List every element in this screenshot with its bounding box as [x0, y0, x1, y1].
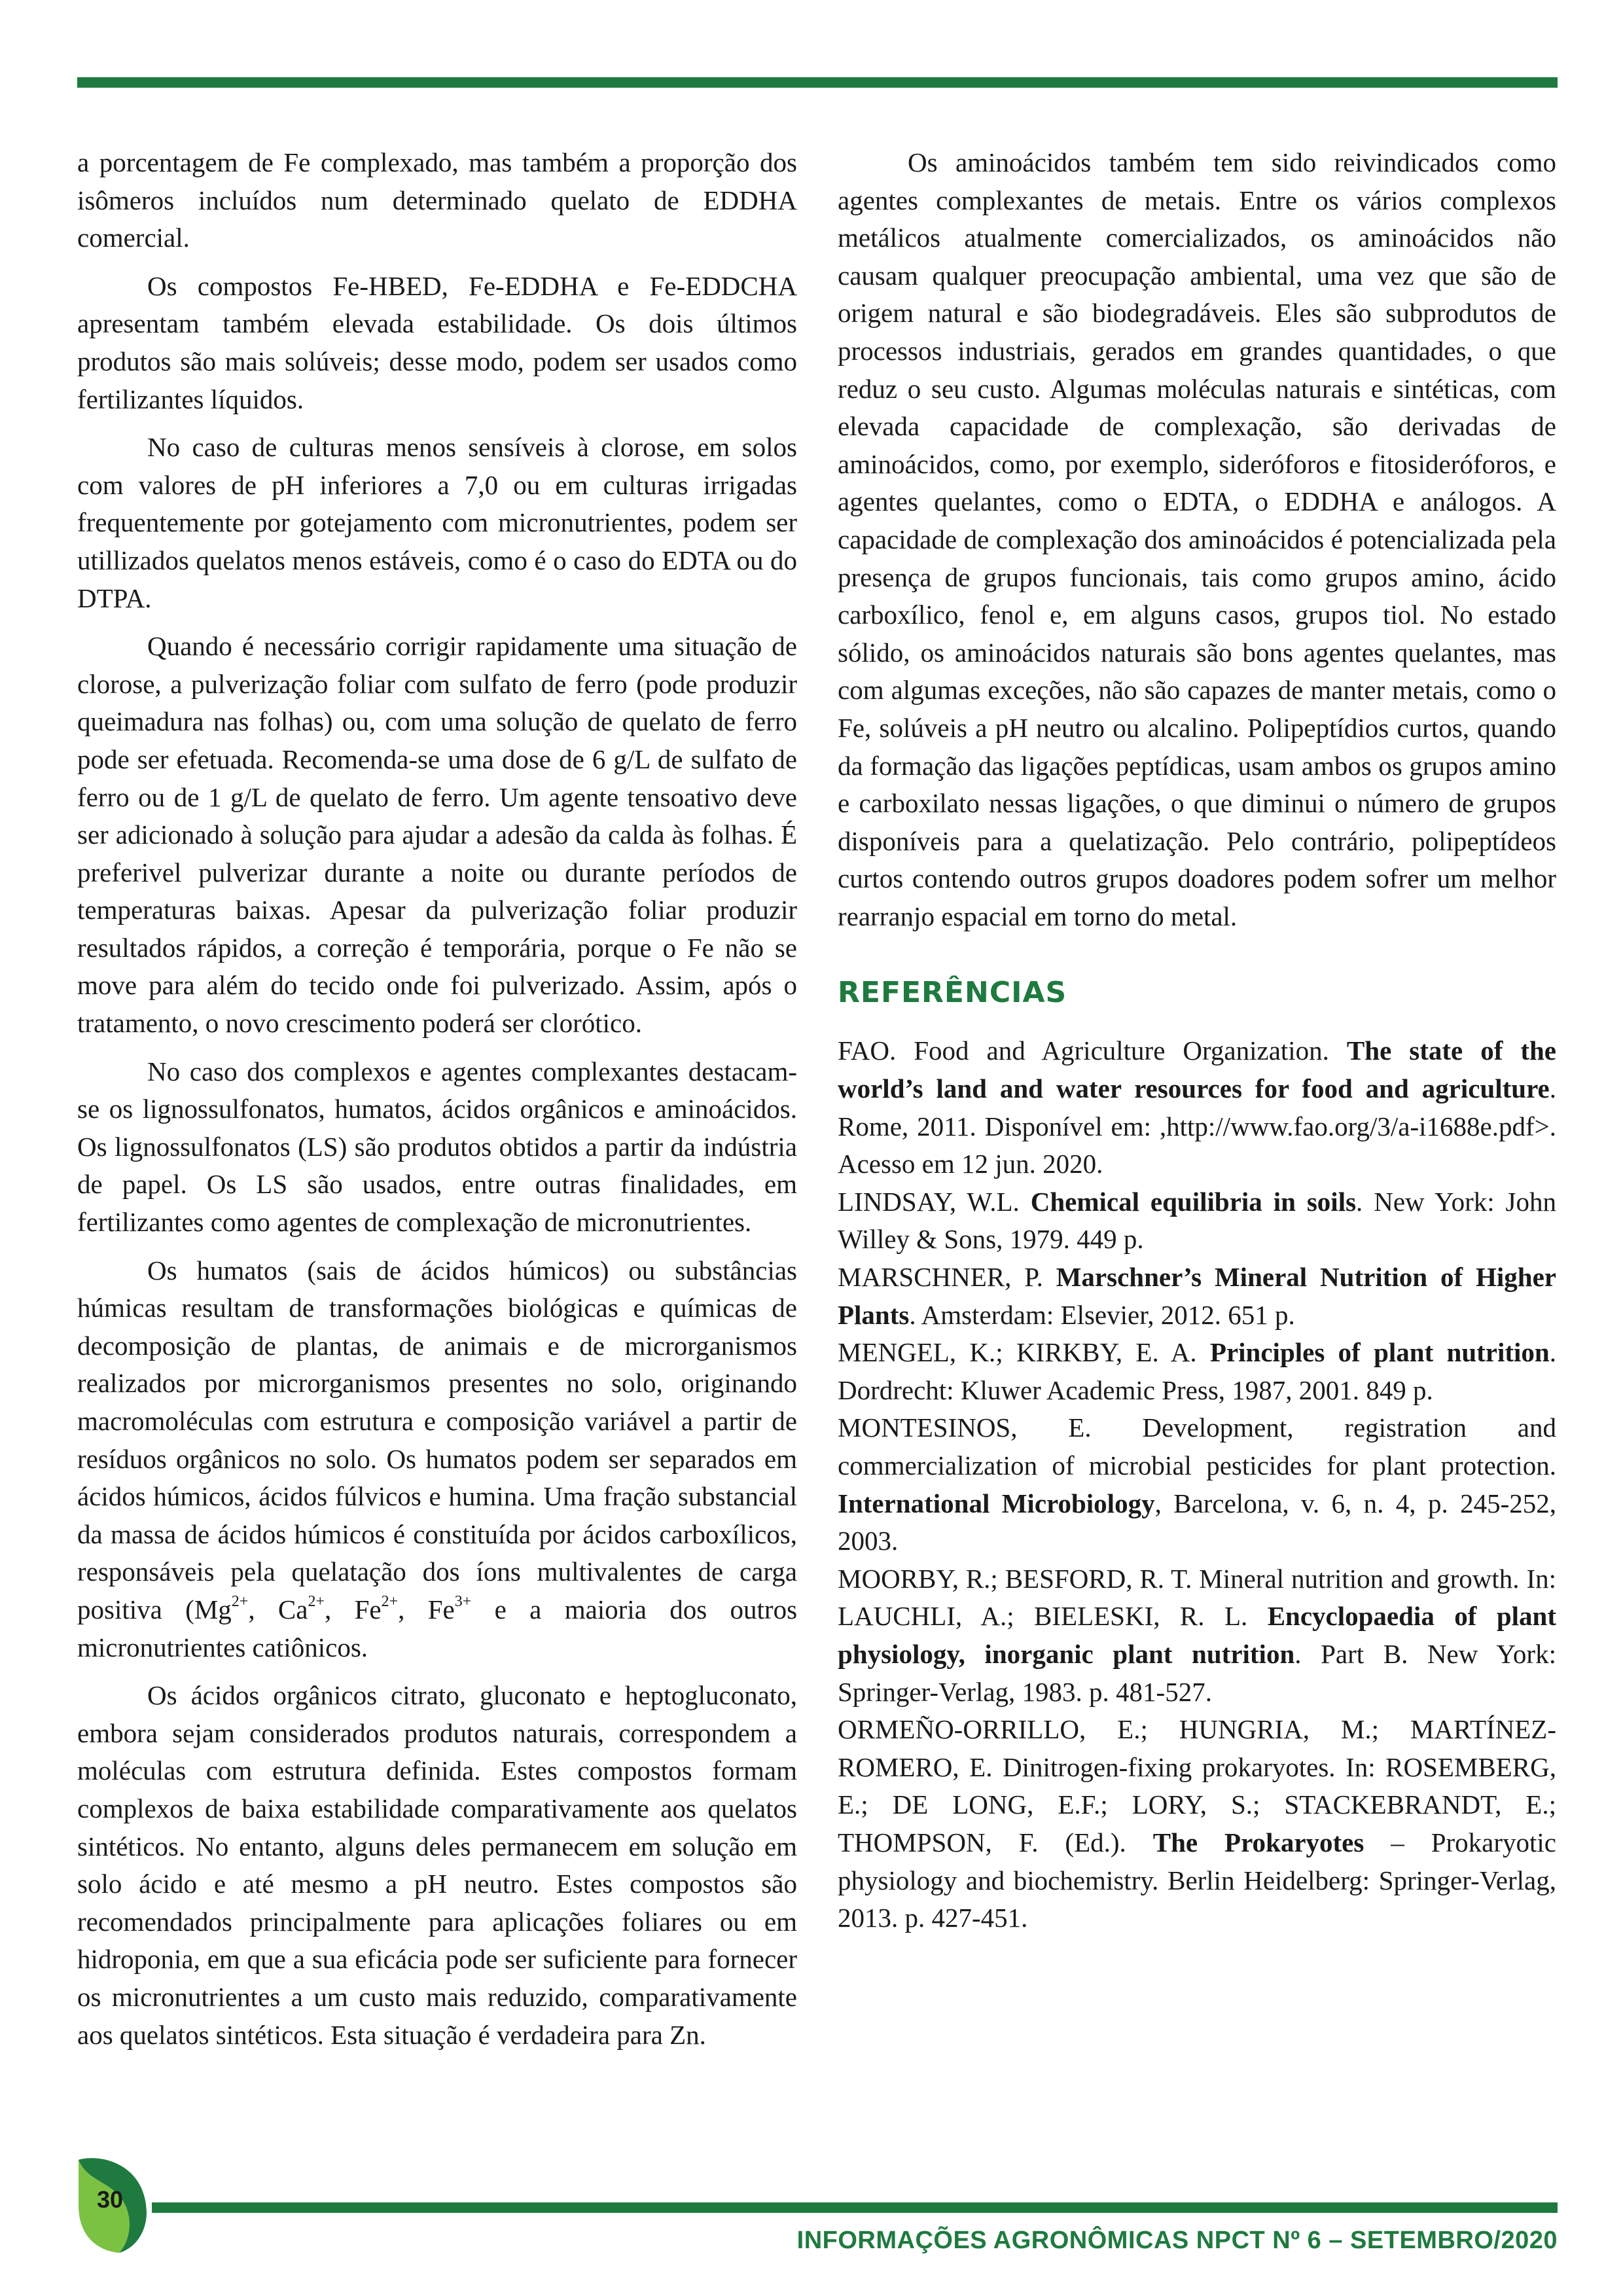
page-number: 30 [96, 2186, 124, 2213]
reference-text: FAO. Food and Agriculture Organization. [838, 1035, 1347, 1066]
paragraph [77, 1252, 797, 1667]
superscript: 2+ [381, 1593, 399, 1611]
left-column [77, 144, 797, 2064]
paragraph-text: e a maioria dos outros micronutrientes catiônicos. [77, 1594, 798, 1662]
reference-entry [838, 1334, 1556, 1409]
paragraph: Os compostos Fe-HBED, Fe-EDDHA e Fe-EDDCHA apresentam também elevada estabilidade. Os dois últimos produtos são mais solúveis; desse modo, podem ser usados como fertilizantes líquidos. [77, 270, 797, 414]
paragraph: Os aminoácidos também tem sido reivindicados como agentes complexantes de metais. Entre os vários complexos metálicos atualmente comercializados, os aminoácidos não causam qualquer preocupação ambiental, uma vez que são de origem natural e são biodegradáveis. Eles são subprodutos de processos industriais, gerados em grandes quantidades, o que reduz o seu custo. Algumas moléculas naturais e sintéticas, com elevada capacidade de complexação, são derivadas de aminoácidos, como, por exemplo, sideróforos e fitosideróforos, e agentes quelantes, como o EDTA, o EDDHA e análogos. A capacidade de complexação dos aminoácidos é potencializada pela presença de grupos funcionais, tais como grupos amino, ácido carboxílico, fenol e, em alguns casos, grupos tiol. No estado sólido, os aminoácidos naturais são bons agentes quelantes, mas com algumas exceções, não são capazes de manter metais, como o Fe, solúveis a pH neutro ou alcalino. Polipeptídios curtos, quando da formação das ligações peptídicas, usam ambos os grupos amino e carboxilato nessas ligações, o que diminui o número de grupos disponíveis para a quelatização. Pelo contrário, polipeptídeos curtos contendo outros grupos doadores podem sofrer um melhor rearranjo espacial em torno do metal. [838, 147, 1556, 931]
reference-title: Chemical equilibria in soils [1030, 1186, 1357, 1217]
reference-text: MONTESINOS, E. Development, registration and commercialization of microbial pesticides for plant protection. [838, 1412, 1556, 1480]
paragraph: No caso de culturas menos sensíveis à clorose, em solos com valores de pH inferiores a 7,0 ou em culturas irrigadas frequentemente por gotejamento com micronutrientes, podem ser utillizados quelatos menos estáveis, como é o caso do EDTA ou do DTPA. [77, 432, 797, 613]
reference-entry [838, 1183, 1556, 1259]
reference-entry [838, 1032, 1556, 1183]
top-divider [77, 77, 1558, 88]
paragraph-text: , Fe [325, 1594, 382, 1624]
superscript: 2+ [231, 1593, 249, 1611]
reference-title: The state of the world’s land and water resources for food and agriculture [838, 1035, 1556, 1104]
reference-text: MARSCHNER, P. [838, 1262, 1056, 1293]
footer-divider [152, 2202, 1558, 2213]
reference-text: . Dordrecht: Kluwer Academic Press, 1987, 2001. 849 p. [838, 1337, 1556, 1405]
reference-entry [838, 1711, 1556, 1937]
reference-text: . Part B. New York: Springer-Verlag, 1983. p. 481-527. [838, 1638, 1556, 1707]
reference-text: MOORBY, R.; BESFORD, R. T. Mineral nutrition and growth. In: LAUCHLI, A.; BIELESKI, R. L. [838, 1563, 1556, 1632]
reference-title: Principles of plant nutrition [1209, 1337, 1550, 1368]
superscript: 2+ [308, 1593, 325, 1611]
paragraph: No caso dos complexos e agentes complexantes destacam-se os lignossulfonatos, humatos, ácidos orgânicos e aminoácidos. Os lignossulfonatos (LS) são produtos obtidos a partir da indústria de papel. Os LS são usados, entre outras finalidades, em fertilizantes como agentes de complexação de micronutrientes. [77, 1056, 797, 1238]
superscript: 3+ [454, 1593, 472, 1611]
reference-title: Marschner’s Mineral Nutrition of Higher Plants [838, 1262, 1556, 1330]
publication-footer: INFORMAÇÕES AGRONÔMICAS NPCT Nº 6 – SETEMBRO/2020 [796, 2227, 1558, 2254]
references-list [838, 1032, 1556, 1937]
reference-entry [838, 1409, 1556, 1560]
reference-title: The Prokaryotes [1152, 1827, 1364, 1857]
references-heading: REFERÊNCIAS [838, 976, 1067, 1010]
reference-entry [838, 1259, 1556, 1334]
reference-text: – Prokaryotic physiology and biochemistry. Berlin Heidelberg: Springer-Verlag, 2013. p. 427-451. [838, 1827, 1556, 1933]
paragraph-text: , Fe [398, 1594, 455, 1624]
right-column [838, 144, 1556, 1937]
paragraph: Os ácidos orgânicos citrato, gluconato e heptogluconato, embora sejam considerados produtos naturais, correspondem a moléculas com estrutura definida. Estes compostos formam complexos de baixa estabilidade comparativamente aos quelatos sintéticos. No entanto, alguns deles permanecem em solução em solo ácido e até mesmo a pH neutro. Estes compostos são recomendados principalmente para aplicações foliares ou em hidroponia, em que a sua eficácia pode ser suficiente para fornecer os micronutrientes a um custo mais reduzido, comparativamente aos quelatos sintéticos. Esta situação é verdadeira para Zn. [77, 1680, 797, 2050]
paragraph-text: , Ca [248, 1594, 308, 1624]
reference-text: ORMEÑO-ORRILLO, E.; HUNGRIA, M.; MARTÍNEZ-ROMERO, E. Dinitrogen-fixing prokaryotes. In: ROSEMBERG, E.; DE LONG, E.F.; LORY, S.; STACKEBRANDT, E.; THOMPSON, F. (Ed.). [838, 1714, 1556, 1857]
paragraph: a porcentagem de Fe complexado, mas também a proporção dos isômeros incluídos num determinado quelato de EDDHA comercial. [77, 147, 797, 253]
reference-text: LINDSAY, W.L. [838, 1186, 1031, 1217]
reference-text: MENGEL, K.; KIRKBY, E. A. [838, 1337, 1210, 1368]
reference-title: Encyclopaedia of plant physiology, inorganic plant nutrition [838, 1601, 1556, 1669]
paragraph-text: Os humatos (sais de ácidos húmicos) ou substâncias húmicas resultam de transformações biológicas e químicas de decomposição de plantas, de animais e de microrganismos realizados por microrganismos presentes no solo, originando macromoléculas com estrutura e composição variável a partir de resíduos orgânicos no solo. Os humatos podem ser separados em ácidos húmicos, ácidos fúlvicos e humina. Uma fração substancial da massa de ácidos húmicos é constituída por ácidos carboxílicos, responsáveis pela quelatação dos íons multivalentes de carga positiva (Mg [77, 1255, 797, 1624]
reference-entry [838, 1560, 1556, 1711]
reference-title: International Microbiology [838, 1488, 1155, 1518]
paragraph: Quando é necessário corrigir rapidamente uma situação de clorose, a pulverização foliar com sulfato de ferro (pode produzir queimadura nas folhas) ou, com uma solução de quelato de ferro pode ser efetuada. Recomenda-se uma dose de 6 g/L de sulfato de ferro ou de 1 g/L de quelato de ferro. Um agente tensoativo deve ser adicionado à solução para ajudar a adesão da calda às folhas. É preferivel pulverizar durante a noite ou durante períodos de temperaturas baixas. Apesar da pulverização foliar produzir resultados rápidos, a correção é temporária, porque o Fe não se move para além do tecido onde foi pulverizado. Assim, após o tratamento, o novo crescimento poderá ser clorótico. [77, 631, 797, 1039]
reference-text: . New York: John Willey & Sons, 1979. 449 p. [838, 1186, 1556, 1255]
reference-text: . Rome, 2011. Disponível em: ,http://www.fao.org/3/a-i1688e.pdf>. Acesso em 12 jun. 2020. [838, 1073, 1556, 1179]
reference-text: . Amsterdam: Elsevier, 2012. 651 p. [909, 1299, 1295, 1330]
reference-text: , Barcelona, v. 6, n. 4, p. 245-252, 2003. [838, 1488, 1556, 1556]
